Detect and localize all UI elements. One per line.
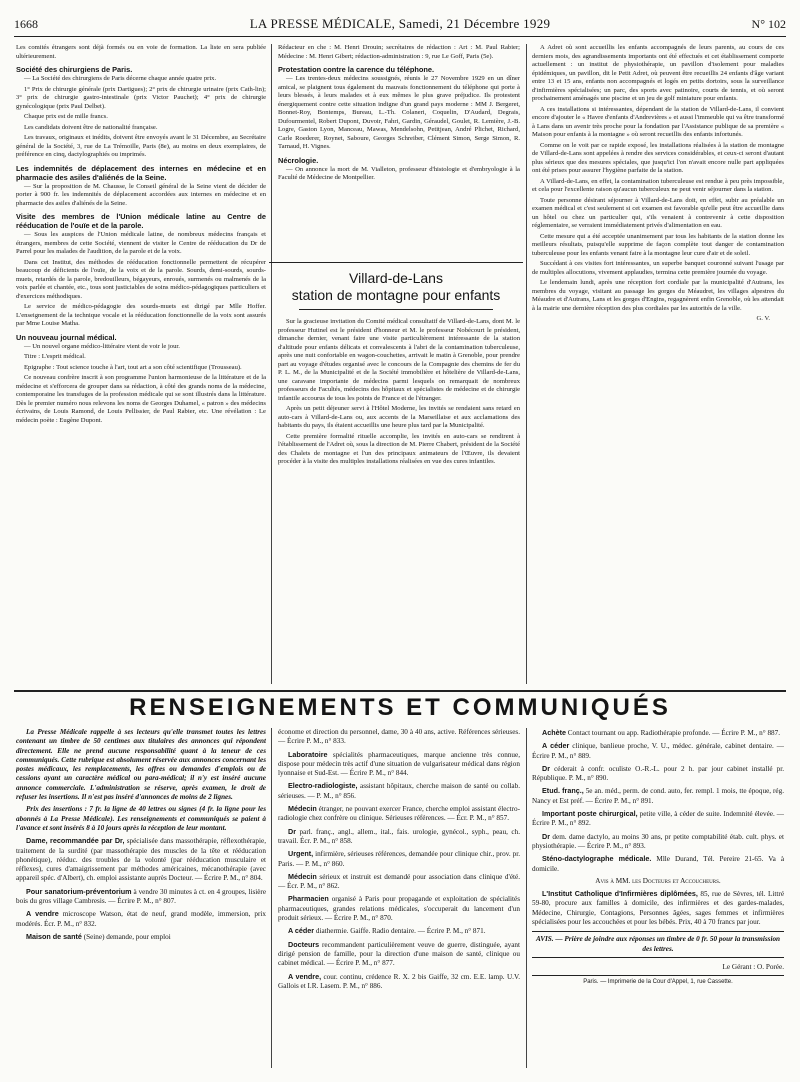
classified-ad <box>532 854 784 874</box>
ad-body: assistant hôpitaux, cherche maison de santé ou collab. sérieuses. — P. M., n° 856. <box>278 782 520 800</box>
ad-lead: A vendre, <box>288 971 322 981</box>
classified-ad <box>278 781 520 801</box>
ad-body: (Seine) demande, pour emploi <box>83 932 171 941</box>
ads-column-1 <box>16 728 266 1068</box>
ad-body: économe et direction du personnel, dame, 30 à 40 ans, active. Références sérieuses. — Écrire P. M., n° 833. <box>278 728 520 746</box>
ad-body: spécialisée dans massothérapie, réflexothérapie, traitement de la surdité (par massothérapie des muscles de la tête et rééducation phonétique), rééduc. des troubles de la volonté (par rééducation musculaire et réflexes), cures d'amaigrissement par méthodes américaines, mécanothérapie (avec appareil spéc. d'Albert), ch. emploi assistante auprès Docteur. — Écrire P. M., n° 804. <box>16 837 266 883</box>
ad-body: céderait à confr. oculiste O.-R.-L. pour 2 h. par jour cabinet installé pr. République. P. M., n° 890. <box>532 764 784 783</box>
column-divider <box>271 44 272 684</box>
ad-body: parl. franç., angl., allem., ital., fais. urologie, gynécol., syph., peau, ch. travail. Écr. P. M., n° 858. <box>278 827 520 845</box>
ad-lead: Médecin <box>288 871 317 881</box>
article-heading: Nécrologie. <box>278 155 319 165</box>
article-title-box <box>269 262 523 310</box>
column-3 <box>532 44 784 684</box>
ads-column-3 <box>532 728 784 1068</box>
paragraph: Les candidats doivent être de nationalité française. <box>24 123 158 131</box>
ad-lead: Electro-radiologiste, <box>288 781 358 791</box>
column-divider <box>526 44 527 684</box>
paragraph: Toute personne désirant séjourner à Villard-de-Lans doit, en effet, subir au préalable un examen médical et c'est seulement si cet examen est favorable qu'elle peut être accueillie dans un hôtel ou chez un particulier qui, s'ils venaient à contrevenir à cette disposition réglementaire, se verraient immédiatement privés d'alimentation en eau. <box>532 196 784 229</box>
classified-ad <box>16 887 266 907</box>
paragraph: Titre : L'esprit médical. <box>24 353 86 360</box>
classified-ad <box>278 940 520 969</box>
paragraph: — Un nouvel organe médico-littéraire vient de voir le jour. <box>24 342 180 350</box>
ad-lead: Achète <box>542 728 566 737</box>
author-signature: G. V. <box>756 315 770 322</box>
classified-ad <box>278 972 520 992</box>
ad-lead: Pharmacien <box>288 894 329 904</box>
avis-notice: AVIS. — Prière de joindre aux réponses un timbre de 0 fr. 50 pour la transmission des lettres. <box>532 931 784 958</box>
ad-lead: Important poste chirurgical, <box>542 809 638 819</box>
ad-lead: A céder <box>542 741 570 751</box>
classified-ad <box>16 909 266 929</box>
ad-body: recommandent particulièrement veuve de guerre, distinguée, ayant dirigé pension de famille, pour la direction d'une maison de santé, clinique ou cabinet médical. — Écrire P. M., n° 877. <box>278 940 520 968</box>
article-subtitle: station de montagne pour enfants <box>291 287 501 303</box>
classified-ad <box>532 809 784 829</box>
ads-column-2 <box>278 728 520 1068</box>
rule <box>299 309 493 310</box>
ad-lead: Dame, recommandée par Dr, <box>26 836 125 846</box>
paragraph: Cette mesure qui a été acceptée unanimement par tous les habitants de la station donne les meilleurs résultats, puisqu'elle supprime de façon complète tout danger de contamination tuberculeuse pour les enfants venant faire à la montagne leur cure d'air et de soleil. <box>532 232 784 257</box>
ad-lead: Laboratoire <box>288 749 328 759</box>
ad-body: Contact tournant ou app. Radiothérapie profonde. — Écrire P. M., n° 887. <box>567 729 781 737</box>
ad-lead: Dr <box>542 831 550 841</box>
column-divider <box>271 728 272 1068</box>
ad-body: 5e an. méd., perm. de cond. auto, fer. rempl. 1 mois, tte époque, rég. Nancy et Est préf. — Écrire P. M., n° 891. <box>532 787 784 805</box>
article-heading: Les indemnités de déplacement des internes en médecine et en pharmacie des asiles d'aliénés de la Seine. <box>16 163 266 182</box>
classified-ad <box>532 728 784 738</box>
rule <box>269 262 523 263</box>
paragraph: Ce nouveau confrère inscrit à son programme l'union harmonieuse de la littérature et de la médecine et s'efforcera de grouper dans sa rédaction, à côté des grands noms de la médecine, contemporaine les transfuges de la profession médicale qui se sont illustrés dans la littérature. Dès le premier numéro nous relevons les noms de Georges Duhamel, « patron » des médecins écrivains, de Louis Ramond, de Louis Pellissier, de Paul Rabier, etc. Une révélation : Le médecin poète : Eugène Dupont. <box>16 374 266 424</box>
paragraph: Le lendemain lundi, après une réception fort cordiale par la municipalité d'Autrans, les membres du voyage, visitant au passage les gorges du Méaudret, les villages alpestres du Méaudre et d'Autrans, Lans et les gorges d'Engins, regagnèrent enfin Grenoble, où les attendait à la mairie une dernière réception des plus cordiales par les autorités de la ville. <box>532 279 784 312</box>
classified-ad <box>278 872 520 892</box>
paragraph: Les comités étrangers sont déjà formés ou en voie de formation. La liste en sera publiée ultérieurement. <box>16 44 266 60</box>
ad-lead: Médecin <box>288 804 317 814</box>
classified-ad <box>16 932 266 942</box>
article-heading: Protestation contre la carence du téléphone. <box>278 65 435 74</box>
ad-body: spécialités pharmaceutiques, marque ancienne très connue, dispose pour médecin très actif d'une situation de vulgarisateur médical dans région lyonnaise et Sud-Est. — Écrire P. M., n° 844. <box>278 750 520 778</box>
ad-body: 85, rue de Sèvres, tél. Littré 59-80, procure aux familles à domicile, des infirmières et des gardes-malades, Médecine, Chirurgie, Contagions, Personnes âgées, sages femmes et infirmières spécialisées pour les accouchées et pour les bébés. Prix, 40 à 70 francs par jour. <box>532 890 784 927</box>
ad-body: à vendre 30 minutes à ct. en 4 groupes, lisière bois du gros village Cambresis. — Écrire P. M., n° 807. <box>16 887 266 906</box>
pricing-paragraph: Prix des insertions : 7 fr. la ligne de 40 lettres ou signes (4 fr. la ligne pour les abonnés à La Presse Médicale). Les renseignements et communiqués se paient à l'avance et sont insérés 8 à 10 jours après la réception de leur montant. <box>16 805 266 832</box>
classified-ad <box>278 926 520 936</box>
ad-body: petite ville, à céder de suite. Indemnité élevée. — Écrire P. M., n° 892. <box>532 810 784 828</box>
paragraph: Succédant à ces visites fort intéressantes, un superbe banquet couronné suivant l'usage par de multiples allocutions, vivement applaudies, termina cette première journée du voyage. <box>532 260 784 276</box>
page-header <box>14 14 786 37</box>
classified-ad <box>278 750 520 779</box>
ad-body: infirmière, sérieuses références, demandée pour clinique chir., prov. pr. Paris. — P. M., n° 860. <box>278 850 520 868</box>
paragraph: Comme on le voit par ce rapide exposé, les installations réalisées à la station de montagne de Villard-de-Lans sont appelées à rendre des services considérables, et ceux-ci seront d'autant plus sérieux que des mesures spéciales, que jusqu'ici l'on n'avait encore nulle part appliquées ont été prises pour assurer l'hygiène parfaite de la station. <box>532 141 784 174</box>
paragraph: Après un petit déjeuner servi à l'Hôtel Moderne, les invités se rendaient sans retard en auto-cars à Villard-de-Lans ou, aux accents de la Marseillaise et aux acclamations des habitants du pays, ils étaient accueillis une heure plus tard par la Municipalité. <box>278 405 520 429</box>
ad-body: dem. dame dactylo, au moins 30 ans, pr petite comptabilité étab. cult. phys. et physiothérapie. — Écrire P. M., n° 893. <box>532 832 784 850</box>
ad-body: étranger, ne pouvant exercer France, cherche emploi assistant électro-radiologie chez confrère ou clinique. Sérieuses références. — Écr. P. M., n° 857. <box>278 805 520 823</box>
classified-ad <box>278 894 520 923</box>
classified-ad <box>532 741 784 761</box>
paragraph: — Les trentes-deux médecins soussignés, réunis le 27 Novembre 1929 en un dîner amical, se plaignent tous également du mauvais fonctionnement du téléphone qui porte à leurs blessés, à leurs malades et à eux mêmes le plus grave préjudice. Ils protestent énergiquement contre cette situation indigne d'un grand pays moderne : MM J. Bergeret, Bonnet-Roy, Bontemps, Bureau, L.-Th. Colaneri, Coquelin, D'Audard, Degrais, Dufourmentel, Robert Dupont, Duvoir, Fahri, Gardin, Géraudel, Goulet, R. Lemière, J.-B. Logre, Gaston Lyon, Manceau, Mawas, Mendelsohn, Petitjean, André Plichet, Richard, Carle Roederer, Roynet, Saboure, Georges Schreiber, Clément Simon, Serge Simon, R. Tarnaud, H. Vignes. <box>278 75 520 150</box>
ad-lead: Etud. franç., <box>542 786 584 796</box>
classified-ad <box>532 889 784 927</box>
notice-paragraph: La Presse Médicale rappelle à ses lecteurs qu'elle transmet toutes les lettres contenant un timbre de 50 centimes aux titulaires des annonces qui répondent directement. Elle ne prend aucune responsabilité quant à la teneur de ces communiqués. Cette rubrique est absolument réservée aux annonces concernant les postes médicaux, les remplacements, les offres ou demandes d'emplois ou de cessions ayant un caractère médical ou para-médical; il n'y est inséré aucune annonce commerciale. L'administration se réserve, après examen, le droit de refuser les insertions. Il n'est pas inséré d'annonces de moins de 2 lignes. <box>16 728 266 802</box>
ad-lead: Urgent, <box>288 849 314 859</box>
paragraph: A Adret où sont accueillis les enfants accompagnés de leurs parents, au cours de ces derniers mois, des agrandissements importants ont été effectués et cet établissement comporte actuellement : un institut de physiothérapie, un pavillon d'isolement pour maladies épidémiques, un pavillon, dit le Petit Adret, où peuvent être recueillis 24 enfants d'âge variant entre 13 et 15 ans, enfants non accompagnés et logés en petits dortoirs, sous la surveillance d'infirmières spécialisées; un parc, des sports avec patinoire, courts de tennis, et où seront prochainement aménagés une piscine et un jeu de golf miniature pour enfants. <box>532 44 784 102</box>
section-title: RENSEIGNEMENTS ET COMMUNIQUÉS <box>14 690 786 724</box>
paragraph: Le service de médico-pédagogie des sourds-muets est dirigé par Mlle Hoffer. L'enseignement de la technique vocale et la rééducation fonctionnelle de la voix sont assurés par Mme Louise Matha. <box>16 303 266 327</box>
ad-lead: L'Institut Catholique d'Infirmières diplômées, <box>542 889 698 899</box>
journal-title: LA PRESSE MÉDICALE, Samedi, 21 Décembre 1929 <box>249 16 551 31</box>
ad-body: sérieux et instruit est demandé pour association dans clinique d'été. — Écr. P. M., n° 862. <box>278 872 520 891</box>
paragraph: Cette première formalité rituelle accomplie, les invités en auto-cars se rendirent à l'établissement de l'Adret où, sous la direction de M. Pierre Chabert, président de la Société des Chalets de montagne et l'un des principaux animateurs de l'Œuvre, ils devaient procéder à la visite des multiples installations réalisées en vue des cures infantiles. <box>278 432 520 465</box>
article-heading: Société des chirurgiens de Paris. <box>16 65 133 74</box>
classified-ad <box>532 786 784 806</box>
ad-body: clinique, banlieue proche, V. U., médec. générale, cabinet dentaire. — Écrire P. M., n° 889. <box>532 742 784 760</box>
ad-lead: Maison de santé <box>26 931 82 941</box>
issue-number: N° 102 <box>751 17 786 31</box>
ad-lead: Dr <box>542 763 550 773</box>
paragraph: — Sous les auspices de l'Union médicale latine, de nombreux médecins français et étrangers, membres de cette Société, viennent de visiter le Centre de rééducation du Dr de Parrel pour les malades de l'audition, de la parole et de la voix. <box>16 231 266 255</box>
page-number: 1668 <box>14 17 38 31</box>
paragraph: — On annonce la mort de M. Vialleton, professeur d'histologie et d'embryologie à la Faculté de Médecine de Montpellier. <box>278 165 520 181</box>
ad-lead: A vendre <box>26 909 59 919</box>
paragraph: Dans cet Institut, des méthodes de rééducation fonctionnelle permettent de récupérer beaucoup de déficients de l'ouïe, de la voix et de la parole. Sourds, demi-sourds, sourds-muets, retardés de la parole, bredouilleurs, bégayeurs, enroués, surmenés ou malmenés de la voix parlée et chantée, etc., tous sont justiciables de soins médico-pédagogiques particuliers et d'exercices méthodiques. <box>16 258 266 300</box>
ad-lead: Docteurs <box>288 939 320 949</box>
paragraph: — Sur la proposition de M. Chausse, le Conseil général de la Seine vient de décider de porter à 900 fr. les indemnités de déplacement accordées aux internes en médecine et en pharmacie des asiles d'aliénés de la Seine. <box>16 182 266 207</box>
printer-imprint: Paris. — Imprimerie de la Cour d'Appel, 1, rue Cassette. <box>532 975 784 987</box>
paragraph: — La Société des chirurgiens de Paris décerne chaque année quatre prix. <box>24 75 217 82</box>
ad-body: organisé à Paris pour propagande et exploitation de spécialités pharmaceutiques, grandes relations médicales, s'occuperait du lancement d'un produit sérieux. — Écrire P. M., n° 870. <box>278 895 520 923</box>
classified-ad <box>532 832 784 852</box>
paragraph: Epigraphe : Tout science touche à l'art, tout art a son côté scientifique (Trousseau). <box>24 363 242 371</box>
paragraph: A ces installations si intéressantes, dépendant de la station de Villard-de-Lans, il convient encore d'ajouter le « Havre d'enfants d'Andrevières » et aussi l'immeuble qui va être transformé à Lans dans un avenir très proche pour la fondation par l'Assistance publique de sa première « Maison pour enfants à la montagne » où seront recueillis des enfants infortunés. <box>532 105 784 138</box>
article-title: Villard-de-Lans <box>349 270 443 286</box>
ad-lead: Pour sanatorium-préventorium <box>26 886 132 896</box>
ad-lead: A céder <box>288 926 315 936</box>
ad-body: Mlle Durand, Tél. Pereire 21-65. Va à domicile. <box>532 855 784 873</box>
ad-body: microscope Watson, état de neuf, grand modèle, immersion, prix modérés. Écr. P. M., n° 832. <box>16 910 266 928</box>
column-2-article <box>278 318 520 684</box>
paragraph: 1° Prix de chirurgie générale (prix Dartigues); 2° prix de chirurgie urinaire (prix Cath-lin); 3° prix de chirurgie gastro-intestinale (prix Victor Pauchet); 4° prix de chirurgie gynécologique (prix Paul Delbet). <box>16 85 266 110</box>
classified-ad <box>278 827 520 847</box>
classified-ad <box>532 764 784 784</box>
publisher-manager: Le Gérant : O. Porée. <box>722 962 784 971</box>
classified-ad <box>16 836 266 883</box>
ad-lead: Dr <box>288 826 296 836</box>
classified-ad <box>278 804 520 824</box>
column-2-top <box>278 44 520 259</box>
column-divider <box>526 728 527 1068</box>
paragraph: A Villard-de-Lans, en effet, la contamination tuberculeuse est rendue à peu près impossible, et cela pour l'excellente raison qu'aucun tuberculeux ne peut venir séjourner dans la station. <box>532 177 784 193</box>
classified-ad <box>278 849 520 869</box>
ad-lead: Sténo-dactylographe médicale. <box>542 854 652 864</box>
article-heading: Visite des membres de l'Union médicale latine au Centre de rééducation de l'ouïe et de la parole. <box>16 212 266 230</box>
ad-body: cour. continu, crédence R. X. 2 bis Gaiffe, 32 cm. E.E. lamp. U.V. Gallois et I.R. Lasem. P. M., n° 886. <box>278 972 520 990</box>
article-heading: Un nouveau journal médical. <box>16 332 117 342</box>
paragraph: Chaque prix est de mille francs. <box>24 113 108 120</box>
notice-heading: Avis à MM. les Docteurs et Accoucheurs. <box>595 876 721 885</box>
paragraph: Rédacteur en che : M. Henri Drouin; secrétaires de rédaction : Art : M. Paul Rabier; Médecine : M. Henri Gibert; rédaction-administration : 9, rue Le Goff, Paris (5e). <box>278 44 520 60</box>
column-1 <box>16 44 266 684</box>
paragraph: Sur la gracieuse invitation du Comité médical consultatif de Villard-de-Lans, dont M. le professeur Hutinel est le président d'honneur et M. le professeur Nobécourt le président, dimanche dernier, venant faire une visite particulièrement intéressante de la station d'altitude pour enfants délicats et convalescents à l'abri de la contamination tuberculeuse, après une nuit confortable en wagon-couchettes, arrivait le matin à Grenoble, pour prendre part au voyage d'études organisé avec le concours de la Compagnie des chemins de fer du P. L. M., de la Municipalité et de la Société immobilière et hôtelière de Villard-de-Lans, une caravane importante de médecins parmi lesquels on remarquait de nombreux professeurs de Facultés, médecins des hôpitaux et spécialistes de médecine et de chirurgie infantile accourus de tous les points de France et de l'étranger. <box>278 318 520 402</box>
paragraph: Les travaux, originaux et inédits, doivent être envoyés avant le 31 Décembre, au Secrétaire général de la Société, 3, rue de La Trémoille, Paris (8e), au moins en deux exemplaires, de préférence en cinq, dactylographiés ou imprimés. <box>16 134 266 158</box>
ad-body: diathermie. Gaiffe. Radio dentaire. — Écrire P. M., n° 871. <box>315 927 486 936</box>
